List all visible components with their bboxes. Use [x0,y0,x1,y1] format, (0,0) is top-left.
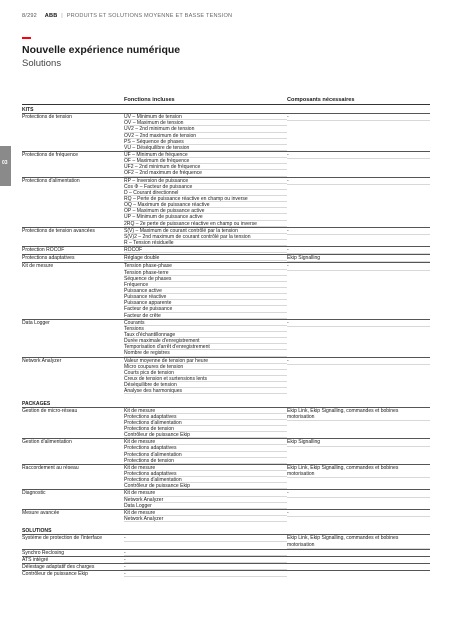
function-item: Protections adaptatives [124,414,287,420]
components-cell [287,247,430,254]
function-item: Analyse des harmoniques [124,388,287,394]
functions-cell [124,564,287,570]
table-row [22,320,430,357]
function-item: Taux d'échantillonnage [124,332,287,338]
page-number: 8/292 [22,13,37,19]
brand-logo: ABB [44,13,58,19]
function-item: VU – Déséquilibre de tension [124,145,287,151]
row-label: Système de protection de l'interface [22,535,103,542]
components-text: - [287,263,430,270]
function-item: Temporisation d'arrêt d'enregistrement [124,344,287,350]
section-title: KITS [22,107,34,113]
function-item: UP – Minimum de puissance active [124,214,287,220]
function-item: UF2 – 2nd minimum de fréquence [124,164,287,170]
function-item: Courants [124,320,287,326]
functions-cell [124,571,287,577]
function-item: S(V)2 – 2nd maximum de courant contrôlé par la tension [124,234,287,240]
accent-bar [22,37,31,39]
chapter-tab-label: 03 [2,160,8,166]
function-item: Cos Φ – Facteur de puissance [124,184,287,190]
components-cell [287,571,430,577]
components-text: Ekip Link, Ekip Signalling, commandes et bobines motorisation [287,465,430,478]
components-cell [287,557,430,563]
components-cell [287,358,430,395]
function-item: Protections d'alimentation [124,420,287,426]
section-title: PACKAGES [22,400,51,407]
components-text: Ekip Signalling [287,439,430,446]
section-title: SOLUTIONS [22,528,52,535]
row-label: Protections de tension [22,114,72,121]
table-row [22,228,430,246]
function-item: Micro coupures de tension [124,364,287,370]
components-cell [287,550,430,556]
components-cell [287,228,430,246]
function-item: OF – Maximum de fréquence [124,158,287,164]
function-item: Contrôleur de puissance Ekip [124,432,287,438]
row-label: Protections adaptatives [22,255,75,262]
function-item: Kit de mesure [124,408,287,414]
function-item: - [124,557,287,563]
function-item: OQ – Maximum de puissance réactive [124,202,287,208]
header-rule [22,104,430,105]
function-item: Kit de mesure [124,465,287,471]
function-item: - [124,535,287,541]
table-row [22,571,430,577]
function-item: Courts pics de tension [124,370,287,376]
components-text: - [287,247,430,254]
components-text: - [287,178,430,185]
functions-cell [124,408,287,439]
functions-cell [124,114,287,151]
function-item: RQ – Perte de puissance réactive en champ ou inverse [124,196,287,202]
functions-cell [124,439,287,464]
row-label: Protections de fréquence [22,151,79,158]
function-item: UV – Minimum de tension [124,114,287,120]
function-item: Protections d'alimentation [124,452,287,458]
function-item: Valeur moyenne de tension par heure [124,358,287,364]
function-item: Facteur de puissance [124,306,287,312]
function-item: Nombre de registres [124,350,287,356]
function-item: ROCOF [124,247,287,253]
components-cell [287,535,430,548]
row-label: Protections d'alimentation [22,177,80,184]
functions-cell [124,152,287,177]
function-item: Déséquilibre de tension [124,382,287,388]
table-row [22,408,430,439]
function-item: OP – Maximum de puissance active [124,208,287,214]
function-item: PS – Séquence de phases [124,139,287,145]
function-item: Kit de mesure [124,510,287,516]
function-item: Puissance apparente [124,300,287,306]
functions-cell [124,255,287,262]
table-row [22,557,430,563]
function-item: Network Analyzer [124,497,287,503]
function-item: UV2 – 2nd minimum de tension [124,126,287,132]
function-item: Réglage double [124,255,287,261]
function-item: - [124,550,287,556]
table-row [22,255,430,262]
functions-cell [124,358,287,395]
function-item: Protections adaptatives [124,471,287,477]
components-cell [287,152,430,177]
row-label: Contrôleur de puissance Ekip [22,571,88,578]
table-row [22,178,430,227]
solutions-table [22,107,430,577]
table-row [22,152,430,177]
components-text: Ekip Signalling [287,255,430,262]
function-item: Puissance réactive [124,294,287,300]
column-header-composants: Composants nécessaires [287,97,355,103]
page-subtitle: Solutions [22,58,62,69]
functions-cell [124,465,287,490]
components-text: Ekip Link, Ekip Signalling, commandes et bobines motorisation [287,535,430,548]
components-cell [287,564,430,570]
components-cell [287,408,430,439]
row-label: Délestage adaptatif des charges [22,564,95,571]
functions-cell [124,178,287,227]
function-item: Kit de mesure [124,439,287,445]
function-item: Tensions [124,326,287,332]
function-item: RP – Inversion de puissance [124,178,287,184]
table-row [22,358,430,395]
functions-cell [124,247,287,254]
function-item: Protections de tension [124,458,287,464]
table-row [22,263,430,318]
components-cell [287,263,430,318]
table-row [22,247,430,254]
table-row [22,550,430,556]
functions-cell [124,557,287,563]
row-label: Kit de mesure [22,263,54,270]
function-item: - [124,571,287,577]
row-label: Diagnostic [22,490,46,497]
function-item: Kit de mesure [124,490,287,496]
function-item: Contrôleur de puissance Ekip [124,483,287,489]
table-row [22,564,430,570]
table-row [22,114,430,151]
function-item: OF2 – 2nd maximum de fréquence [124,170,287,176]
components-text: Ekip Link, Ekip Signalling, commandes et bobines motorisation [287,408,430,421]
row-label: Data Logger [22,319,50,326]
table-row [22,510,430,522]
column-header-fonctions: Fonctions incluses [124,97,175,103]
components-text: - [287,114,430,121]
function-item: D – Courant directionnel [124,190,287,196]
components-text: - [287,152,430,159]
components-cell [287,178,430,227]
function-item: OV – Maximum de tension [124,120,287,126]
function-item: 2RQ – 2e perte de puissance réactive en champ ou inverse [124,221,287,227]
catalog-title: PRODUITS ET SOLUTIONS MOYENNE ET BASSE TENSION [66,13,233,19]
page-header [22,13,232,19]
chapter-tab [0,146,11,186]
row-label: Synchro Reclosing [22,549,65,556]
function-item: Fréquence [124,282,287,288]
components-text: - [287,510,430,517]
functions-cell [124,535,287,548]
header-separator: | [61,13,63,19]
function-item: R – Tension résiduelle [124,240,287,246]
functions-cell [124,490,287,508]
row-label: Raccordement au réseau [22,464,79,471]
components-cell [287,510,430,522]
row-label: Network Analyzer [22,357,62,364]
components-cell [287,490,430,508]
components-cell [287,255,430,262]
components-text: - [287,320,430,327]
functions-cell [124,510,287,522]
function-item: Séquence de phases [124,276,287,282]
components-text: - [287,228,430,235]
components-cell [287,465,430,490]
table-row [22,439,430,464]
functions-cell [124,320,287,357]
table-row [22,465,430,490]
row-label: Mesure avancée [22,509,60,516]
row-label: Protections de tension avancées [22,227,95,234]
function-item: Protections d'alimentation [124,477,287,483]
row-label: Gestion d'alimentation [22,439,72,446]
row-label: Gestion de micro-réseau [22,407,78,414]
function-item: - [124,564,287,570]
components-cell [287,439,430,464]
table-row [22,535,430,548]
row-label: Protection ROCOF [22,247,65,254]
function-item: Protections adaptatives [124,445,287,451]
functions-cell [124,550,287,556]
row-label: ATS intégré [22,556,49,563]
components-text: - [287,490,430,497]
function-item: Durée maximale d'enregistrement [124,338,287,344]
table-row [22,490,430,508]
components-cell [287,320,430,357]
components-cell [287,114,430,151]
page-title: Nouvelle expérience numérique [22,44,181,56]
functions-cell [124,228,287,246]
function-item: OV2 – 2nd maximum de tension [124,133,287,139]
function-item: Protections de tension [124,426,287,432]
function-item: Network Analyzer [124,516,287,522]
function-item: S(V) – Maximum de courant contrôlé par la tension [124,228,287,234]
function-item: Tension phase-terre [124,270,287,276]
function-item: Facteur de crête [124,313,287,319]
function-item: Data Logger [124,503,287,509]
function-item: Tension phase-phase [124,263,287,269]
functions-cell [124,263,287,318]
function-item: UF – Minimum de fréquence [124,152,287,158]
function-item: Creux de tension et surtensions lents [124,376,287,382]
components-text: - [287,358,430,365]
function-item: Puissance active [124,288,287,294]
